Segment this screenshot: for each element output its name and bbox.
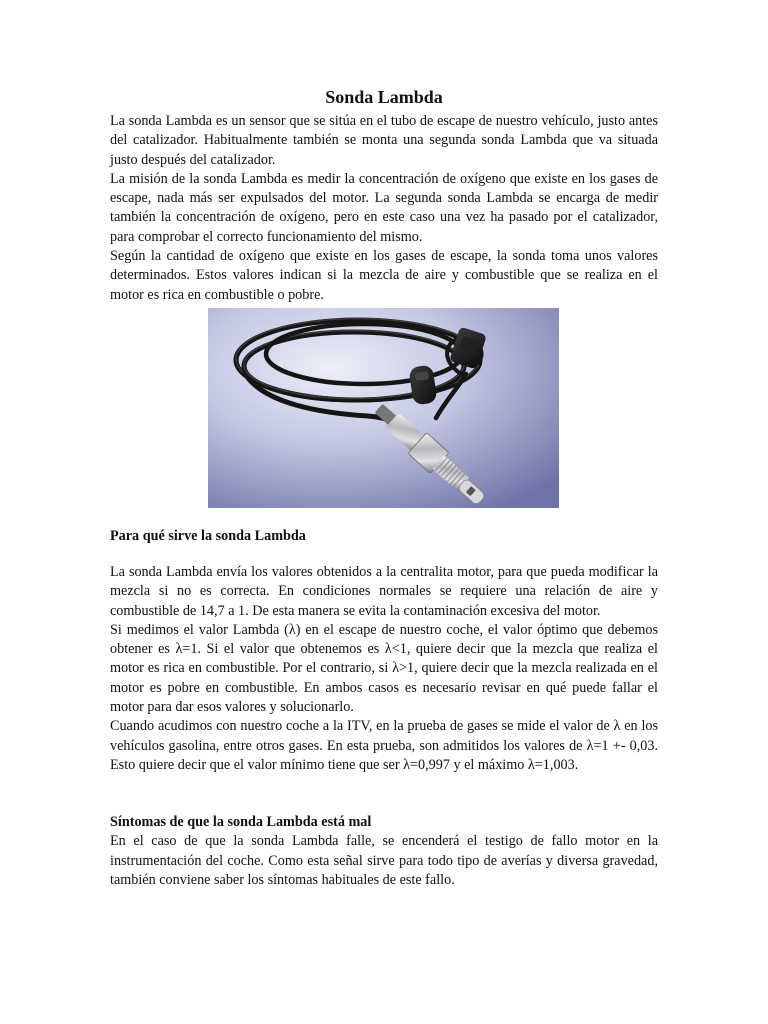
section-heading-symptoms: Síntomas de que la sonda Lambda está mal — [110, 814, 372, 831]
symptoms-paragraph-1: En el caso de que la sonda Lambda falle, se encenderá el testigo de fallo motor en la instrumentación del coche. Como esta señal sirve para todo tipo de averías y diversa gravedad, también conviene saber los síntomas habituales de este fallo. — [110, 833, 658, 888]
lambda-sensor-illustration — [208, 308, 559, 508]
page-title: Sonda Lambda — [325, 87, 443, 107]
purpose-paragraph-2: Si medimos el valor Lambda (λ) en el escape de nuestro coche, el valor óptimo que debemos obtener es λ=1. Si el valor que obtenemos es λ<1, quiere decir que la mezcla que realiza el motor es rica en combustible. Por el contrario, si λ>1, quiere decir que la mezcla realizada en el motor es pobre en combustible. En ambos casos es necesario revisar en qué puede fallar el motor para dar esos valores y solucionarlo. — [110, 621, 658, 716]
section-heading-purpose: Para qué sirve la sonda Lambda — [110, 527, 306, 544]
intro-paragraph-1: La sonda Lambda es un sensor que se sitúa en el tubo de escape de nuestro vehículo, justo antes del catalizador. Habitualmente también se monta una segunda sonda Lambda que va situada justo después del catalizador. — [110, 113, 658, 168]
purpose-paragraph-1: La sonda Lambda envía los valores obtenidos a la centralita motor, para que pueda modificar la mezcla si no es correcta. En condiciones normales se requiere una relación de aire y combustible de 14,7 a 1. De esta manera se evita la contaminación excesiva del motor. — [110, 563, 658, 619]
intro-paragraph-2: La misión de la sonda Lambda es medir la concentración de oxígeno que existe en los gases de escape, nada más ser expulsados del motor. La segunda sonda Lambda se encarga de medir también la concentración de oxígeno, pero en este caso una vez ha pasado por el catalizador, para comprobar el correcto funcionamiento del mismo. — [110, 170, 658, 245]
purpose-paragraph-3: Cuando acudimos con nuestro coche a la ITV, en la prueba de gases se mide el valor de λ en los vehículos gasolina, entre otros gases. En esta prueba, son admitidos los valores de λ=1 +- 0,03. Esto quiere decir que el valor mínimo tiene que ser λ=0,997 y el máximo λ=1,003. — [110, 718, 658, 773]
lambda-sensor-photo — [208, 308, 559, 508]
intro-paragraph-3: Según la cantidad de oxígeno que existe en los gases de escape, la sonda toma unos valores determinados. Estos valores indican si la mezcla de aire y combustible que se realiza en el motor es rica en combustible o pobre. — [110, 248, 658, 303]
